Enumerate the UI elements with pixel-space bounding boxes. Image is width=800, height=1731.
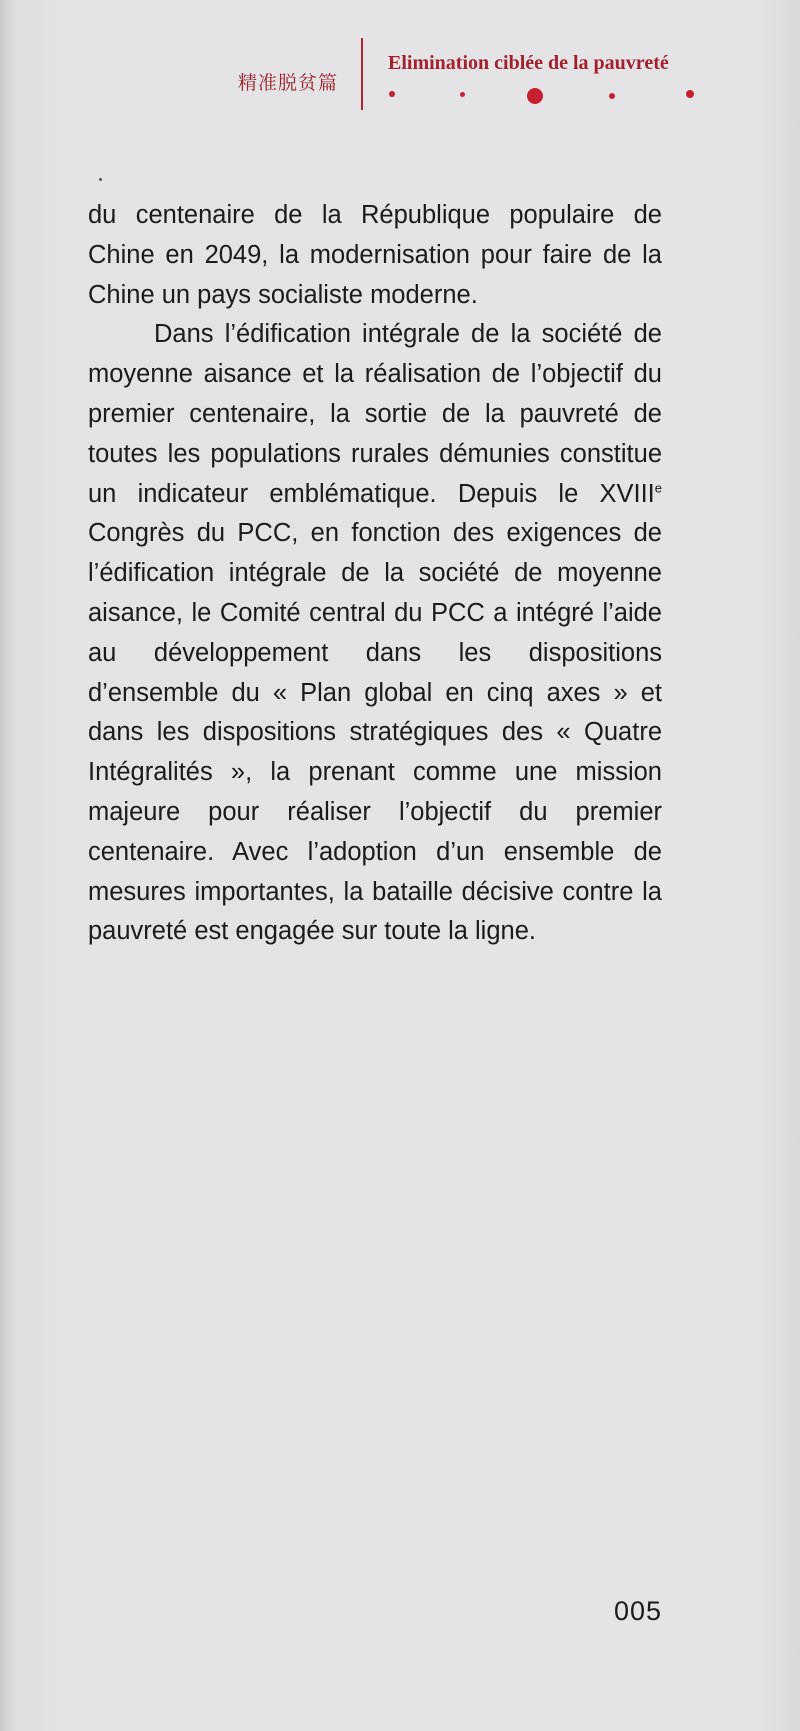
chinese-section-title: 精准脱贫篇 — [237, 72, 338, 94]
paragraph-text-end: Congrès du PCC, en fonction des exigences de l’édification intégrale de la société de moyenne aisance, le Comité central du PCC a intégré l’aide au développement dans les dispositions d’ensemble du « Plan global en cinq axes » et dans les dispositions stratégiques des « Quatre Intégralités », la prenant comme une mission majeure pour réaliser l’objectif du premier centenaire. Avec l’adoption d’un ensemble de mesures importantes, la bataille décisive contre la pauvreté est engagée sur toute la ligne. — [88, 519, 662, 946]
ordinal-superscript: e — [654, 480, 662, 496]
paragraph-continuation: du centenaire de la République populaire de Chine en 2049, la modernisation pour faire de la Chine un pays socialiste moderne. — [88, 201, 662, 309]
header-divider — [361, 38, 363, 110]
header-dot-4 — [609, 93, 615, 99]
running-header — [0, 0, 800, 120]
paragraph-text-start: Dans l’édification intégrale de la société de moyenne aisance et la réalisation de l’objectif du premier centenaire, la sortie de la pauvreté de toutes les populations rurales démunies constitue un indicateur emblématique. Depuis le XVIII — [88, 320, 662, 508]
header-dot-2 — [460, 92, 465, 97]
header-dot-3-large — [527, 88, 543, 104]
header-dot-5 — [686, 90, 694, 98]
stray-print-mark — [99, 178, 102, 181]
page-number: 005 — [614, 1596, 663, 1626]
french-section-title: Elimination ciblée de la pauvreté — [388, 52, 669, 74]
body-text — [88, 196, 662, 952]
paragraph-poverty-alleviation — [88, 315, 662, 952]
header-dot-1 — [389, 91, 395, 97]
